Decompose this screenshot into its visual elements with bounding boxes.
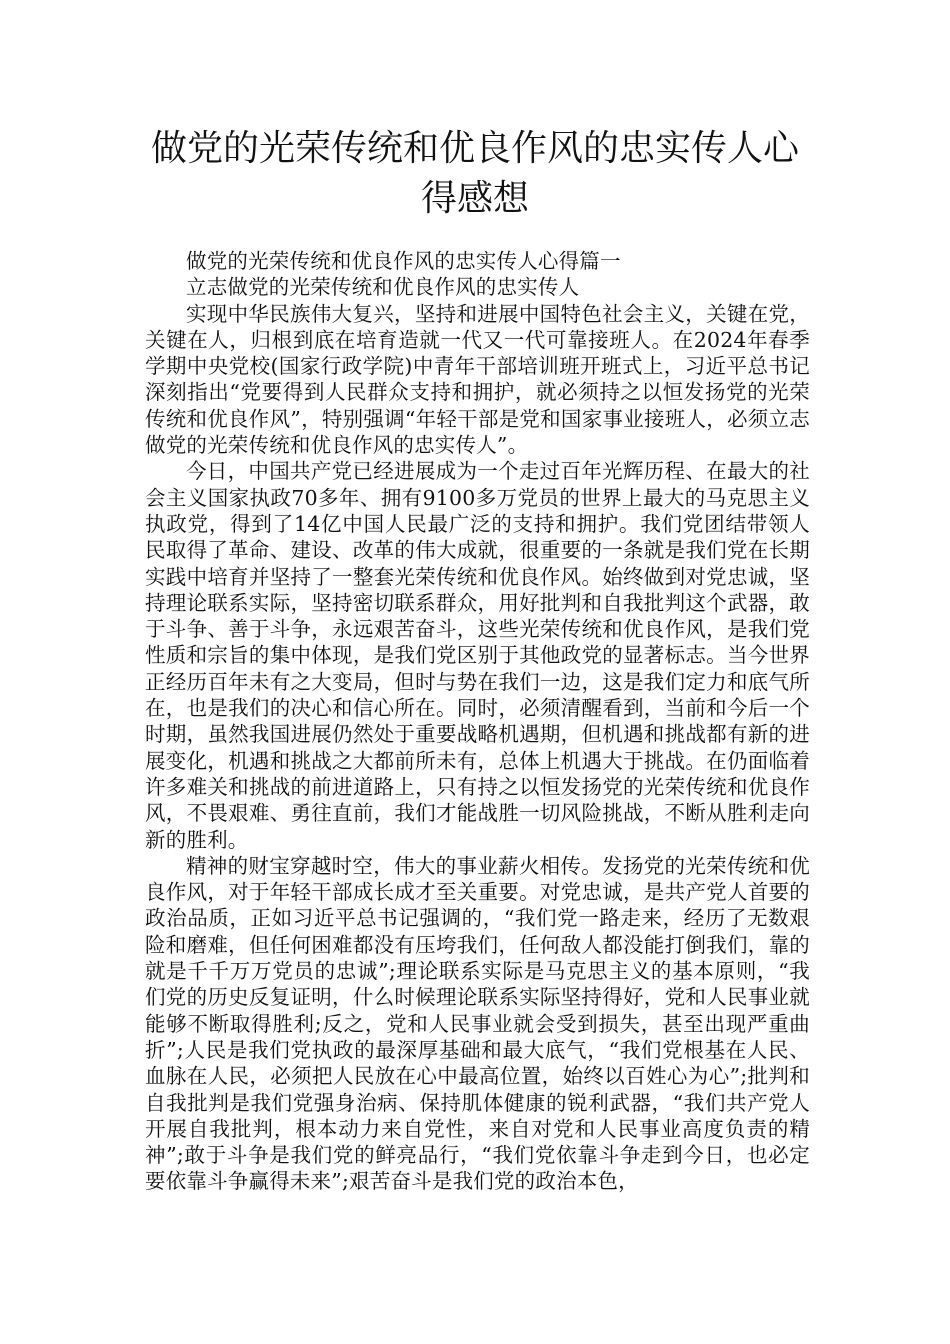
document-title <box>120 124 830 224</box>
body-paragraph-3: 精神的财宝穿越时空，伟大的事业薪火相传。发扬党的光荣传统和优良作风，对于年轻干部成长成才至关重要。对党忠诚，是共产党人首要的政治品质，正如习近平总书记强调的，“我们党一路走来，经历了无数艰险和磨难，但任何困难都没有压垮我们，任何敌人都没能打倒我们，靠的就是千千万万党员的忠诚”;理论联系实际是马克思主义的基本原则，“我们党的历史反复证明，什么时候理论联系实际坚持得好，党和人民事业就能够不断取得胜利;反之，党和人民事业就会受到损失，甚至出现严重曲折”;人民是我们党执政的最深厚基础和最大底气，“我们党根基在人民、血脉在人民，必须把人民放在心中最高位置，始终以百姓心为心”;批判和自我批判是我们党强身治病、保持肌体健康的锐利武器，“我们共产党人开展自我批判，根本动力来自党性，来自对党和人民事业高度负责的精神”;敢于斗争是我们党的鲜亮品行，“我们党依靠斗争走到今日，也必定要依靠斗争赢得未来”;艰苦奋斗是我们党的政治本色， <box>145 853 810 1194</box>
body-paragraph-2: 今日，中国共产党已经进展成为一个走过百年光辉历程、在最大的社会主义国家执政70多年、拥有9100多万党员的世界上最大的马克思主义执政党，得到了14亿中国人民最广泛的支持和拥护。我们党团结带领人民取得了革命、建设、改革的伟大成就，很重要的一条就是我们党在长期实践中培育并坚持了一整套光荣传统和优良作风。始终做到对党忠诚，坚持理论联系实际，坚持密切联系群众，用好批判和自我批判这个武器，敢于斗争、善于斗争，永远艰苦奋斗，这些光荣传统和优良作风，是我们党性质和宗旨的集中体现，是我们党区别于其他政党的显著标志。当今世界正经历百年未有之大变局，但时与势在我们一边，这是我们定力和底气所在，也是我们的决心和信心所在。同时，必须清醒看到，当前和今后一个时期，虽然我国进展仍然处于重要战略机遇期，但机遇和挑战都有新的进展变化，机遇和挑战之大都前所未有，总体上机遇大于挑战。在仍面临着许多难关和挑战的前进道路上，只有持之以恒发扬党的光荣传统和优良作风，不畏艰难、勇往直前，我们才能战胜一切风险挑战，不断从胜利走向新的胜利。 <box>145 459 810 852</box>
section-heading: 做党的光荣传统和优良作风的忠实传人心得篇一 <box>186 249 621 273</box>
document-body <box>145 248 810 1195</box>
title-line-2: 得感想 <box>420 178 529 219</box>
section-subheading: 立志做党的光荣传统和优良作风的忠实传人 <box>186 275 580 300</box>
title-line-1: 做党的光荣传统和优良作风的忠实传人心 <box>150 128 799 169</box>
body-paragraph-1: 实现中华民族伟大复兴，坚持和进展中国特色社会主义，关键在党，关键在人，归根到底在培育造就一代又一代可靠接班人。在2024年春季学期中央党校(国家行政学院)中青年干部培训班开班式上，习近平总书记深刻指出“党要得到人民群众支持和拥护，就必须持之以恒发扬党的光荣传统和优良作风”，特别强调“年轻干部是党和国家事业接班人，必须立志做党的光荣传统和优良作风的忠实传人”。 <box>145 301 810 458</box>
